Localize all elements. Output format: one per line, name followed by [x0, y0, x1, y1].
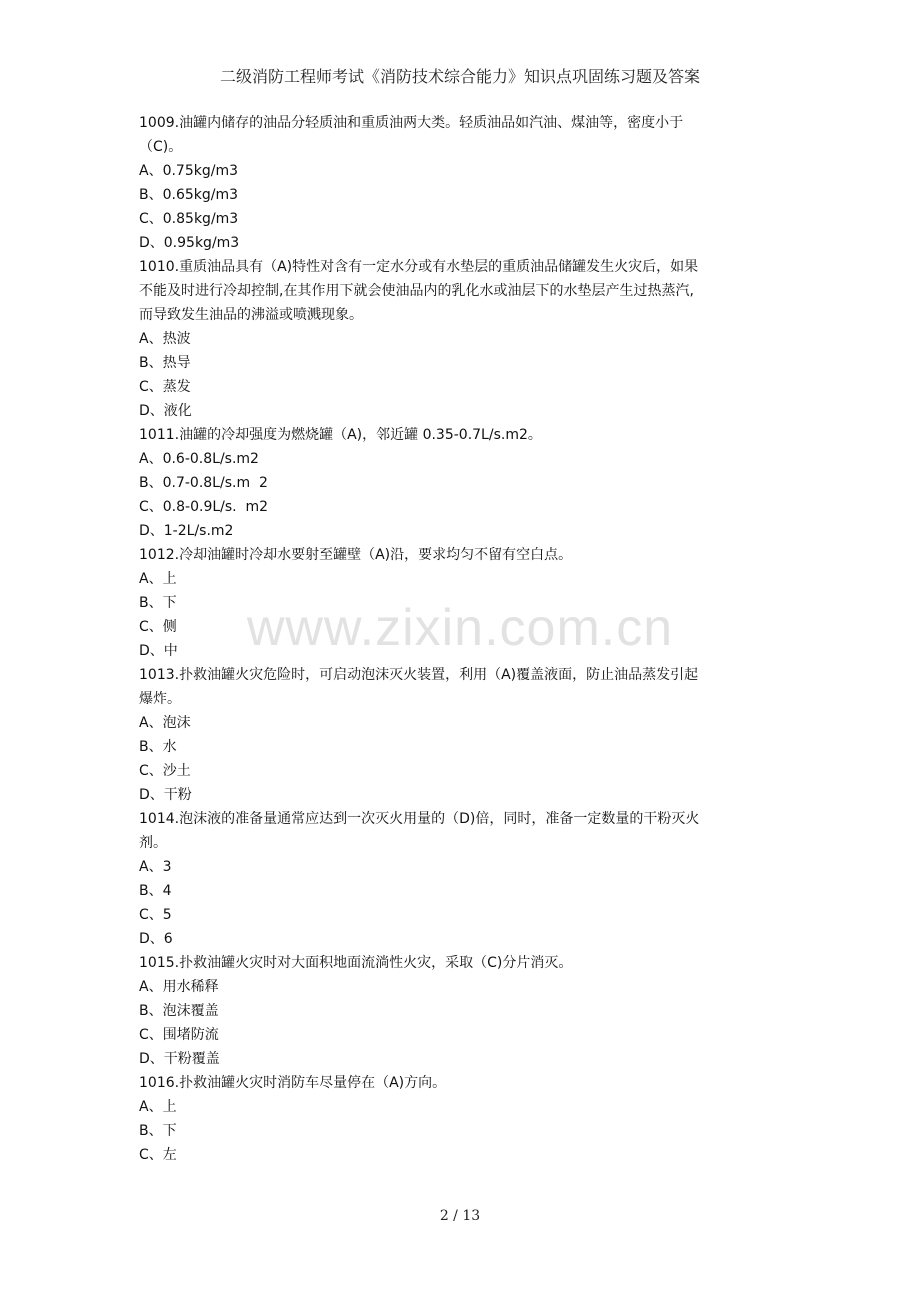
option-c: C、围堵防流 — [139, 1027, 219, 1043]
option-a: A、0.6-0.8L/s.m2 — [139, 451, 259, 467]
question-text: 1010.重质油品具有（A)特性对含有一定水分或有水垫层的重质油品储罐发生火灾后，如果 — [139, 259, 699, 275]
question-text: 1009.油罐内储存的油品分轻质油和重质油两大类。轻质油品如汽油、煤油等，密度小于 — [139, 115, 684, 131]
option-c: C、0.85kg/m3 — [139, 211, 239, 227]
option-c: C、蒸发 — [139, 379, 191, 395]
option-c: C、0.8-0.9L/s. m2 — [139, 499, 269, 515]
question-text: 1015.扑救油罐火灾时对大面积地面流淌性火灾，采取（C)分片消灭。 — [139, 955, 573, 971]
option-c: C、沙土 — [139, 763, 191, 779]
option-a: A、0.75kg/m3 — [139, 163, 239, 179]
question-text: 爆炸。 — [139, 691, 181, 707]
question-1014 — [139, 807, 794, 951]
question-1016 — [139, 1071, 794, 1167]
question-text: 剂。 — [139, 835, 167, 851]
option-b: B、4 — [139, 883, 172, 899]
question-text: 1012.冷却油罐时冷却水要射至罐壁（A)沿，要求均匀不留有空白点。 — [139, 547, 573, 563]
question-text: 1013.扑救油罐火灾危险时，可启动泡沫灭火装置，利用（A)覆盖液面，防止油品蒸发引起 — [139, 667, 699, 683]
question-1011 — [139, 423, 794, 543]
option-a: A、上 — [139, 571, 177, 587]
page-number: 2 / 13 — [439, 1208, 481, 1224]
option-b: B、水 — [139, 739, 177, 755]
option-a: A、3 — [139, 859, 172, 875]
question-1015 — [139, 951, 794, 1071]
option-d: D、干粉覆盖 — [139, 1051, 220, 1067]
option-b: B、泡沫覆盖 — [139, 1003, 219, 1019]
question-1013 — [139, 663, 794, 807]
question-text: 而导致发生油品的沸溢或喷溅现象。 — [139, 307, 363, 323]
question-1009 — [139, 111, 794, 255]
option-b: B、0.7-0.8L/s.m 2 — [139, 475, 268, 491]
option-c: C、5 — [139, 907, 172, 923]
question-1010 — [139, 255, 794, 423]
question-text: （C)。 — [139, 139, 183, 155]
document-title: 二级消防工程师考试《消防技术综合能力》知识点巩固练习题及答案 — [219, 67, 700, 86]
option-b: B、下 — [139, 1123, 177, 1139]
option-d: D、干粉 — [139, 787, 192, 803]
question-text: 不能及时进行冷却控制,在其作用下就会使油品内的乳化水或油层下的水垫层产生过热蒸汽, — [139, 283, 694, 299]
question-text: 1016.扑救油罐火灾时消防车尽量停在（A)方向。 — [139, 1075, 447, 1091]
question-text: 1014.泡沫液的准备量通常应达到一次灭火用量的（D)倍，同时，准备一定数量的干粉灭火 — [139, 811, 700, 827]
option-c: C、左 — [139, 1147, 177, 1163]
option-d: D、1-2L/s.m2 — [139, 523, 234, 539]
option-a: A、用水稀释 — [139, 979, 219, 995]
option-b: B、下 — [139, 595, 177, 611]
option-a: A、上 — [139, 1099, 177, 1115]
option-d: D、液化 — [139, 403, 192, 419]
option-d: D、6 — [139, 931, 173, 947]
option-a: A、热波 — [139, 331, 191, 347]
option-b: B、0.65kg/m3 — [139, 187, 239, 203]
option-b: B、热导 — [139, 355, 191, 371]
option-d: D、中 — [139, 643, 178, 659]
option-a: A、泡沫 — [139, 715, 191, 731]
option-c: C、侧 — [139, 619, 177, 635]
watermark: www.zixin.com.cn — [246, 599, 674, 657]
question-text: 1011.油罐的冷却强度为燃烧罐（A)，邻近罐 0.35-0.7L/s.m2。 — [139, 427, 542, 443]
option-d: D、0.95kg/m3 — [139, 235, 240, 251]
